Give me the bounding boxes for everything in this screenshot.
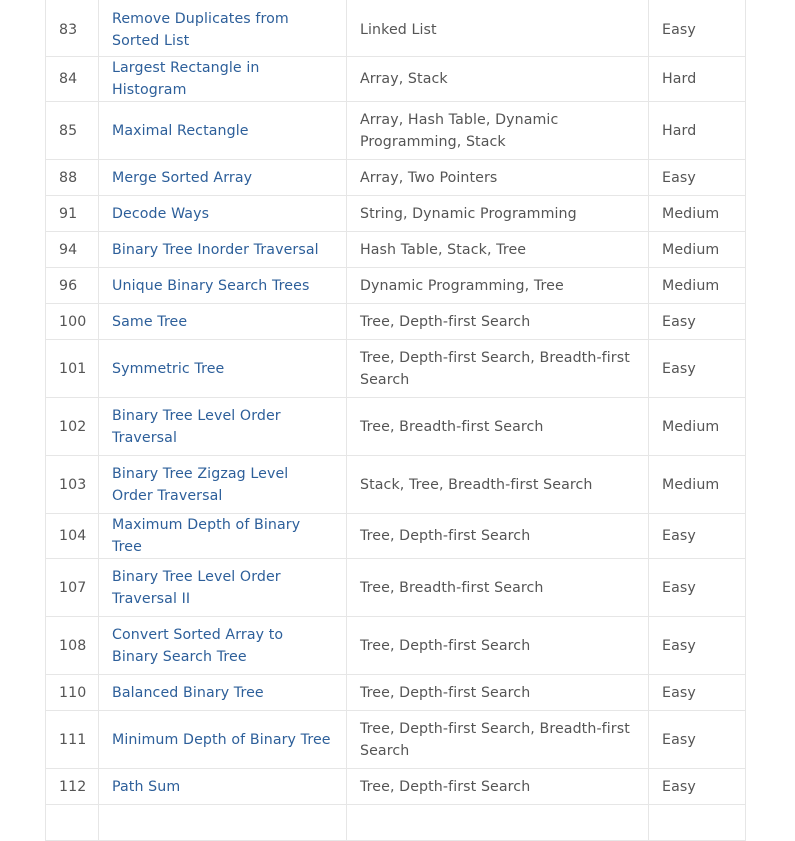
- problem-number: 94: [46, 232, 99, 268]
- table-row: [46, 805, 746, 841]
- problem-tags: Hash Table, Stack, Tree: [347, 232, 649, 268]
- problem-title-cell: [99, 0, 347, 57]
- problem-title-cell: [99, 340, 347, 398]
- problem-tags: Tree, Depth-first Search, Breadth-first Search: [347, 711, 649, 769]
- problem-title-cell: [99, 769, 347, 805]
- problem-tags: [347, 805, 649, 841]
- problem-difficulty: Easy: [649, 0, 746, 57]
- problem-tags: Array, Hash Table, Dynamic Programming, Stack: [347, 102, 649, 160]
- table-row: [46, 456, 746, 514]
- table-row: [46, 559, 746, 617]
- problem-difficulty: Easy: [649, 711, 746, 769]
- problem-title-link[interactable]: Binary Tree Level Order Traversal: [112, 407, 281, 446]
- problem-title-cell: [99, 617, 347, 675]
- problem-difficulty: Hard: [649, 57, 746, 102]
- problem-title-cell: [99, 675, 347, 711]
- problem-difficulty: Easy: [649, 675, 746, 711]
- table-row: [46, 675, 746, 711]
- problem-tags: Stack, Tree, Breadth-first Search: [347, 456, 649, 514]
- problem-title-cell: [99, 304, 347, 340]
- problem-tags: Tree, Breadth-first Search: [347, 398, 649, 456]
- problem-number: 112: [46, 769, 99, 805]
- problem-difficulty: [649, 805, 746, 841]
- table-row: [46, 196, 746, 232]
- problem-title-cell: [99, 268, 347, 304]
- problem-tags: Tree, Depth-first Search, Breadth-first Search: [347, 340, 649, 398]
- problem-title-cell: [99, 398, 347, 456]
- problems-table: [45, 0, 746, 841]
- problem-title-cell: [99, 456, 347, 514]
- table-row: [46, 160, 746, 196]
- problem-number: 111: [46, 711, 99, 769]
- problem-tags: Tree, Depth-first Search: [347, 617, 649, 675]
- table-row: [46, 57, 746, 102]
- table-row: [46, 514, 746, 559]
- problem-number: 103: [46, 456, 99, 514]
- table-row: [46, 102, 746, 160]
- problem-difficulty: Easy: [649, 304, 746, 340]
- table-row: [46, 0, 746, 57]
- problem-title-cell: [99, 160, 347, 196]
- problem-title-cell: [99, 559, 347, 617]
- problem-difficulty: Easy: [649, 340, 746, 398]
- problem-number: 104: [46, 514, 99, 559]
- problem-title-link[interactable]: Maximal Rectangle: [112, 122, 249, 139]
- problem-number: 88: [46, 160, 99, 196]
- problem-number: 102: [46, 398, 99, 456]
- problem-difficulty: Medium: [649, 456, 746, 514]
- problem-tags: Array, Stack: [347, 57, 649, 102]
- problem-difficulty: Easy: [649, 160, 746, 196]
- problem-number: 107: [46, 559, 99, 617]
- problem-number: 96: [46, 268, 99, 304]
- table-row: [46, 268, 746, 304]
- problem-title-link[interactable]: Binary Tree Level Order Traversal II: [112, 568, 281, 607]
- problem-difficulty: Easy: [649, 617, 746, 675]
- problem-title-cell: [99, 805, 347, 841]
- problem-tags: Tree, Breadth-first Search: [347, 559, 649, 617]
- problem-difficulty: Medium: [649, 196, 746, 232]
- problem-tags: Dynamic Programming, Tree: [347, 268, 649, 304]
- table-row: [46, 769, 746, 805]
- problem-title-link[interactable]: Largest Rectangle in Histogram: [112, 60, 260, 98]
- table-row: [46, 398, 746, 456]
- problem-title-link[interactable]: Same Tree: [112, 313, 188, 330]
- problem-tags: String, Dynamic Programming: [347, 196, 649, 232]
- problem-number: 91: [46, 196, 99, 232]
- table-row: [46, 340, 746, 398]
- table-row: [46, 617, 746, 675]
- problem-title-link[interactable]: Symmetric Tree: [112, 360, 225, 377]
- problem-tags: Array, Two Pointers: [347, 160, 649, 196]
- problem-difficulty: Easy: [649, 769, 746, 805]
- problem-tags: Tree, Depth-first Search: [347, 514, 649, 559]
- problem-title-cell: [99, 196, 347, 232]
- problem-number: 83: [46, 0, 99, 57]
- problem-title-link[interactable]: Convert Sorted Array to Binary Search Tree: [112, 626, 284, 665]
- problem-tags: Linked List: [347, 0, 649, 57]
- problem-title-link[interactable]: Remove Duplicates from Sorted List: [112, 11, 289, 49]
- problem-title-link[interactable]: Path Sum: [112, 778, 181, 795]
- problem-title-link[interactable]: Unique Binary Search Trees: [112, 277, 310, 294]
- problem-difficulty: Medium: [649, 232, 746, 268]
- problem-title-link[interactable]: Balanced Binary Tree: [112, 684, 264, 701]
- problem-title-link[interactable]: Minimum Depth of Binary Tree: [112, 731, 331, 748]
- problem-title-link[interactable]: Maximum Depth of Binary Tree: [112, 517, 301, 555]
- problem-title-link[interactable]: Binary Tree Zigzag Level Order Traversal: [112, 465, 289, 504]
- problem-title-cell: [99, 514, 347, 559]
- problem-number: 110: [46, 675, 99, 711]
- problem-number: 100: [46, 304, 99, 340]
- table-row: [46, 232, 746, 268]
- table-row: [46, 304, 746, 340]
- problem-difficulty: Medium: [649, 398, 746, 456]
- problem-difficulty: Easy: [649, 514, 746, 559]
- table-row: [46, 711, 746, 769]
- problem-difficulty: Easy: [649, 559, 746, 617]
- problem-title-link[interactable]: Binary Tree Inorder Traversal: [112, 241, 319, 258]
- problem-tags: Tree, Depth-first Search: [347, 304, 649, 340]
- problem-title-cell: [99, 102, 347, 160]
- problem-difficulty: Hard: [649, 102, 746, 160]
- problem-number: 85: [46, 102, 99, 160]
- problem-number: 101: [46, 340, 99, 398]
- problem-tags: Tree, Depth-first Search: [347, 769, 649, 805]
- problem-number: 108: [46, 617, 99, 675]
- problem-title-cell: [99, 232, 347, 268]
- problem-title-link[interactable]: Decode Ways: [112, 205, 210, 222]
- problem-number: 84: [46, 57, 99, 102]
- problem-title-cell: [99, 711, 347, 769]
- problem-difficulty: Medium: [649, 268, 746, 304]
- problem-number: [46, 805, 99, 841]
- problem-title-link[interactable]: Merge Sorted Array: [112, 169, 253, 186]
- problem-tags: Tree, Depth-first Search: [347, 675, 649, 711]
- problem-title-cell: [99, 57, 347, 102]
